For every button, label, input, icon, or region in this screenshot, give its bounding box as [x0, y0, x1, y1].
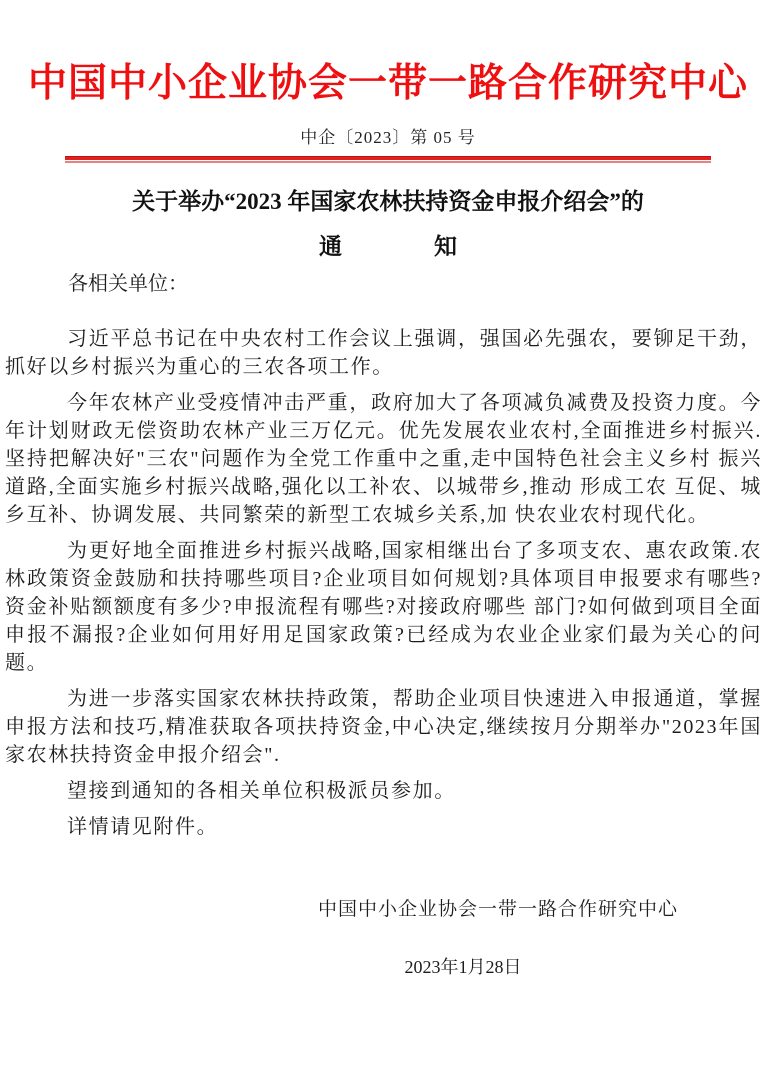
letterhead-divider-line: [65, 156, 711, 163]
paragraph-5: 望接到通知的各相关单位积极派员参加。: [67, 780, 456, 802]
paragraph-3: 为更好地全面推进乡村振兴战略,国家相继出台了多项支农、惠农政策.农林政策资金鼓励和扶持哪些项目?企业项目如何规划?具体项目申报要求有哪些?资金补贴额额度有多少?申报流程有哪些?对接政府哪些 部门?如何做到项目全面申报不漏报?企业如何用好用足国家政策?已经成为农业企业家们最为关心的问题。: [5, 540, 762, 674]
paragraph-4: 为进一步落实国家农林扶持政策，帮助企业项目快速进入申报通道，掌握申报方法和技巧,精准获取各项扶持资金,中心决定,继续按月分期举办"2023年国家农林扶持资金申报介绍会".: [5, 688, 762, 766]
notice-title-line1: 关于举办“2023 年国家农林扶持资金申报介绍会”的: [132, 189, 644, 214]
paragraph-6-attachment-note: 详情请见附件。: [67, 816, 219, 838]
letterhead-org-title: 中国中小企业协会一带一路合作研究中心: [27, 62, 748, 105]
paragraph-1: 习近平总书记在中央农村工作会议上强调，强国必先强农，要铆足干劲，抓好以乡村振兴为重心的三农各项工作。: [5, 328, 762, 378]
doc-number: 中企〔2023〕第 05 号: [300, 128, 476, 147]
notice-document: [0, 60, 776, 1086]
notice-body: [0, 325, 776, 841]
signature-date: 2023年1月28日: [404, 957, 522, 977]
paragraph-2: 今年农林产业受疫情冲击严重，政府加大了各项减负减费及投资力度。今年计划财政无偿资助农林产业三万亿元。优先发展农业农村,全面推进乡村振兴. 坚持把解决好"三农"问题作为全党工作重中之重,走中国特色社会主义乡村 振兴道路,全面实施乡村振兴战略,强化以工补农、以城带乡,推动 形成工农 互促、城乡互补、协调发展、共同繁荣的新型工农城乡关系,加 快农业农村现代化。: [5, 392, 762, 526]
notice-title-line2: 通 知: [319, 234, 457, 259]
salutation: 各相关单位：: [68, 273, 188, 295]
signature-org: 中国中小企业协会一带一路合作研究中心: [317, 899, 678, 920]
